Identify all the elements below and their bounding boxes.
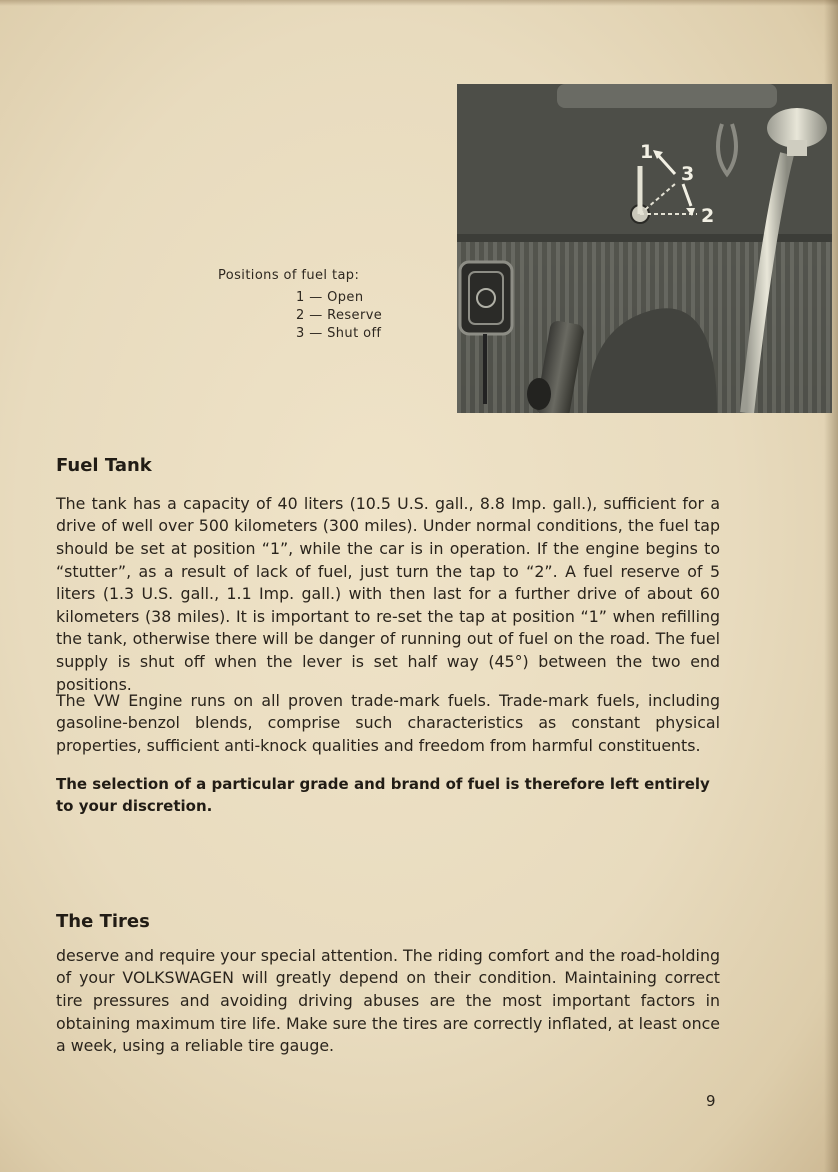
page-number: 9 (706, 1092, 716, 1110)
fuel-tap-caption (218, 267, 418, 343)
marker-3: 3 (681, 163, 695, 185)
caption-title: Positions of fuel tap: (218, 268, 360, 283)
marker-1: 1 (640, 141, 654, 163)
fuel-tank-paragraph-1: The tank has a capacity of 40 liters (10.5 U.S. gall., 8.8 Imp. gall.), sufficient for a drive of well over 500 kilometers (300 miles). Under normal conditions, the fuel tap should be set at position “1”, while the car is in operation. If the engine begins to “stutter”, as a result of lack of fuel, just turn the tap to “2”. A fuel reserve of 5 liters (1.3 U.S. gall., 1.1 Imp. gall.) with then last for a further drive of about 60 kilometers (38 miles). It is important to re-set the tap at position “1” when refilling the tank, otherwise there will be danger of running out of fuel on the road. The fuel supply is shut off when the lever is set half way (45°) between the two end positions. (56, 493, 720, 694)
caption-position-1: 1 — Open (296, 290, 364, 305)
caption-position-3: 3 — Shut off (296, 326, 382, 341)
fuel-tank-paragraph-2: The VW Engine runs on all proven trade-mark fuels. Trade-mark fuels, including gasoline-benzol blends, comprise such characteristics as constant physical properties, sufficient anti-knock qualities and freedom from harmful constituents. (56, 690, 720, 755)
caption-legend (218, 289, 418, 343)
fuel-tap-illustration (457, 84, 832, 413)
page-edge-shadow (0, 0, 838, 6)
fuel-tank-heading: Fuel Tank (56, 455, 152, 476)
fuel-tap-photo (457, 84, 832, 413)
caption-position-2: 2 — Reserve (296, 308, 383, 323)
marker-2: 2 (701, 205, 715, 227)
tires-heading: The Tires (56, 911, 150, 932)
fuel-tank-paragraph-3: The selection of a particular grade and brand of fuel is therefore left entirely to your discretion. (56, 775, 710, 815)
tires-paragraph: deserve and require your special attention. The riding comfort and the road-holding of your VOLKSWAGEN will greatly depend on their condition. Maintaining correct tire pressures and avoiding driving abuses are the most important factors in obtaining maximum tire life. Make sure the tires are correctly inflated, at least once a week, using a reliable tire gauge. (56, 945, 720, 1056)
